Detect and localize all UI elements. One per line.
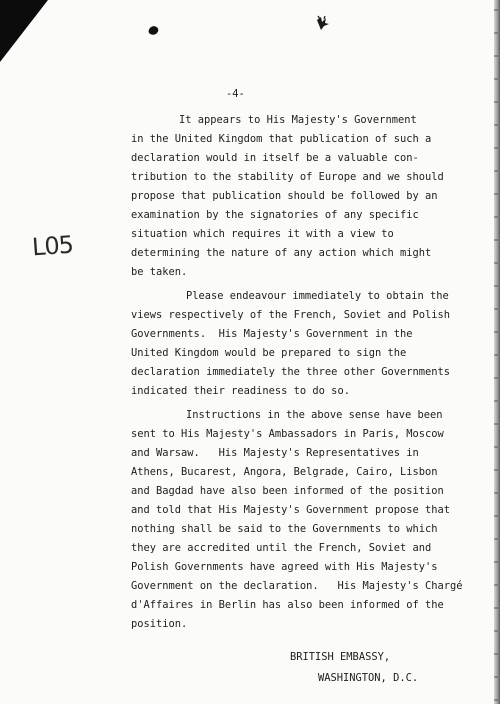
text-line: and Warsaw. His Majesty's Representatives in	[131, 447, 419, 459]
corner-dot	[36, 40, 41, 45]
text-line: Governments. His Majesty's Government in the	[131, 328, 413, 340]
text-line: d'Affaires in Berlin has also been informed of the	[131, 599, 444, 611]
text-line: nothing shall be said to the Governments to which	[131, 523, 438, 535]
text-line: position.	[131, 618, 188, 630]
ink-blot	[148, 25, 160, 37]
text-line: views respectively of the French, Soviet and Polish	[131, 309, 451, 321]
text-line: Please endeavour immediately to obtain the	[186, 290, 449, 302]
text-line: Athens, Bucarest, Angora, Belgrade, Cairo, Lisbon	[131, 466, 438, 478]
text-line: declaration immediately the three other Governments	[131, 366, 451, 378]
signature-line: BRITISH EMBASSY,	[290, 651, 391, 663]
text-line: Polish Governments have agreed with His Majesty's	[131, 561, 438, 573]
text-line: determining the nature of any action which might	[131, 247, 432, 259]
margin-note: L05	[31, 230, 74, 262]
text-line: United Kingdom would be prepared to sign the	[131, 347, 407, 359]
text-line: in the United Kingdom that publication of such a	[131, 133, 432, 145]
text-line: Instructions in the above sense have been	[186, 409, 443, 421]
page-edge-specks	[494, 0, 498, 704]
text-line: be taken.	[131, 266, 188, 278]
text-line: sent to His Majesty's Ambassadors in Paris, Moscow	[131, 428, 444, 440]
corner-mark	[0, 0, 48, 62]
text-line: examination by the signatories of any specific	[131, 209, 419, 221]
text-line: propose that publication should be followed by an	[131, 190, 438, 202]
text-line: It appears to His Majesty's Government	[179, 114, 417, 126]
text-line: indicated their readiness to do so.	[131, 385, 350, 397]
stamp-mark-icon	[313, 14, 331, 32]
text-line: and Bagdad have also been informed of the position	[131, 485, 444, 497]
text-line: declaration would in itself be a valuable con-	[131, 152, 419, 164]
text-line: situation which requires it with a view to	[131, 228, 394, 240]
text-line: Government on the declaration. His Majesty's Chargé	[131, 580, 463, 592]
signature-line: WASHINGTON, D.C.	[318, 672, 419, 684]
page-number: -4-	[226, 88, 245, 100]
text-line: tribution to the stability of Europe and we should	[131, 171, 444, 183]
text-line: and told that His Majesty's Government propose that	[131, 504, 451, 516]
text-line: they are accredited until the French, Soviet and	[131, 542, 432, 554]
